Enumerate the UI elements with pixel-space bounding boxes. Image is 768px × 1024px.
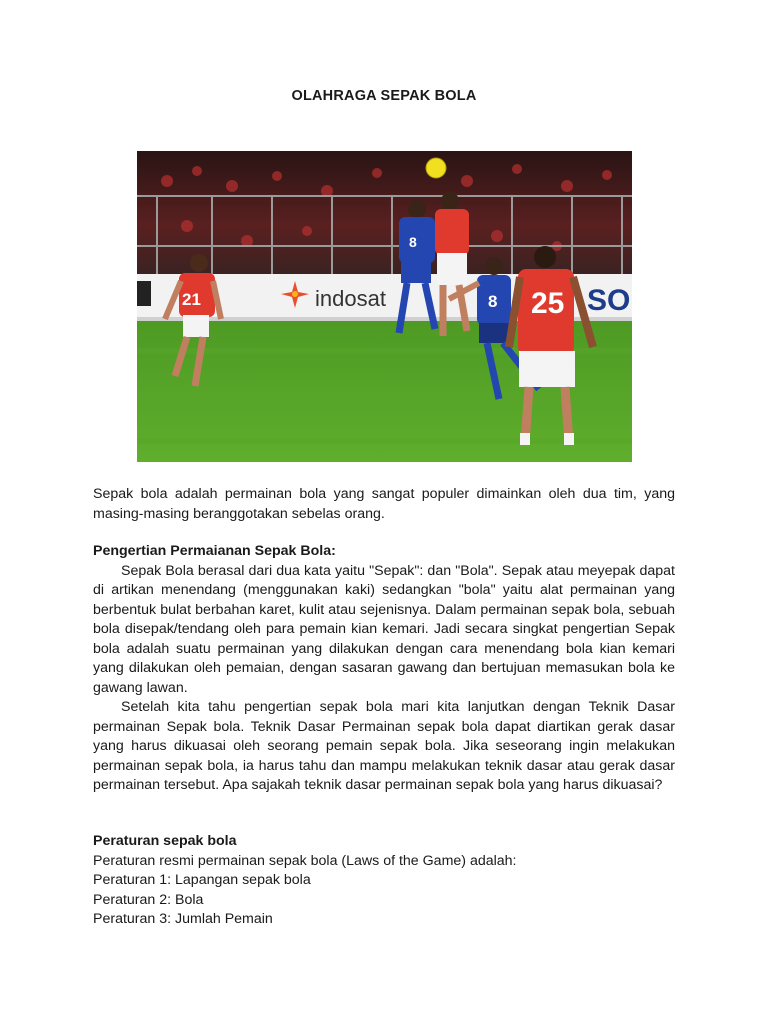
intro-paragraph: Sepak bola adalah permainan bola yang sangat populer dimainkan oleh dua tim, yang masing-masing beranggotakan sebelas orang. [93,486,675,522]
section-pengertian [93,542,675,796]
svg-text:8: 8 [409,234,417,250]
section-heading-pengertian: Pengertian Permaianan Sepak Bola: [93,543,336,559]
rule-item: Peraturan 2: Bola [93,891,204,908]
section-peraturan [93,832,675,930]
rule-item: Peraturan 1: Lapangan sepak bola [93,872,311,888]
football-photo [137,151,632,462]
paragraph-teknik-dasar: Setelah kita tahu pengertian sepak bola mari kita lanjutkan dengan Teknik Dasar permainan Sepak bola. Teknik Dasar Permainan sepak bola dapat diartikan gerak dasar yang harus dikuasai oleh seorang pemain sepak bola. Jika seseorang ingin melakukan permainan sepak bola, ia harus tahu dan mampu melakukan teknik dasar atau gerak dasar permainan tersebut. Apa sajakah teknik dasar permainan sepak bola yang harus dikuasai? [93,699,675,793]
football [426,158,446,178]
svg-text:21: 21 [182,290,201,309]
svg-text:25: 25 [531,287,565,320]
document-title: OLAHRAGA SEPAK BOLA [291,88,477,104]
banner-partial-text: SO [587,284,631,317]
banner-text: indosat [315,286,386,311]
svg-text:8: 8 [488,292,498,311]
section-heading-peraturan: Peraturan sepak bola [93,833,237,849]
paragraph-definition: Sepak Bola berasal dari dua kata yaitu "Sepak": dan "Bola". Sepak atau meyepak dapat di artikan menendang (menggunakan kaki) sedangkan "bola" yaitu alat permainan yang berbentuk bulat berbahan karet, kulit atau sejenisnya. Dalam permainan sepak bola, sebuah bola disepak/tendang oleh para pemain kian kemari. Jadi secara singkat pengertian Sepak bola adalah suatu permainan yang dilakukan dengan cara menendang bola kian kemari yang dilakukan oleh pemaian, dengan sasaran gawang dan bertujuan memasukan bola ke gawang lawan. [93,562,675,696]
rule-item: Peraturan 3: Jumlah Pemain [93,911,273,927]
rules-intro-line: Peraturan resmi permainan sepak bola (Laws of the Game) adalah: [93,852,517,869]
